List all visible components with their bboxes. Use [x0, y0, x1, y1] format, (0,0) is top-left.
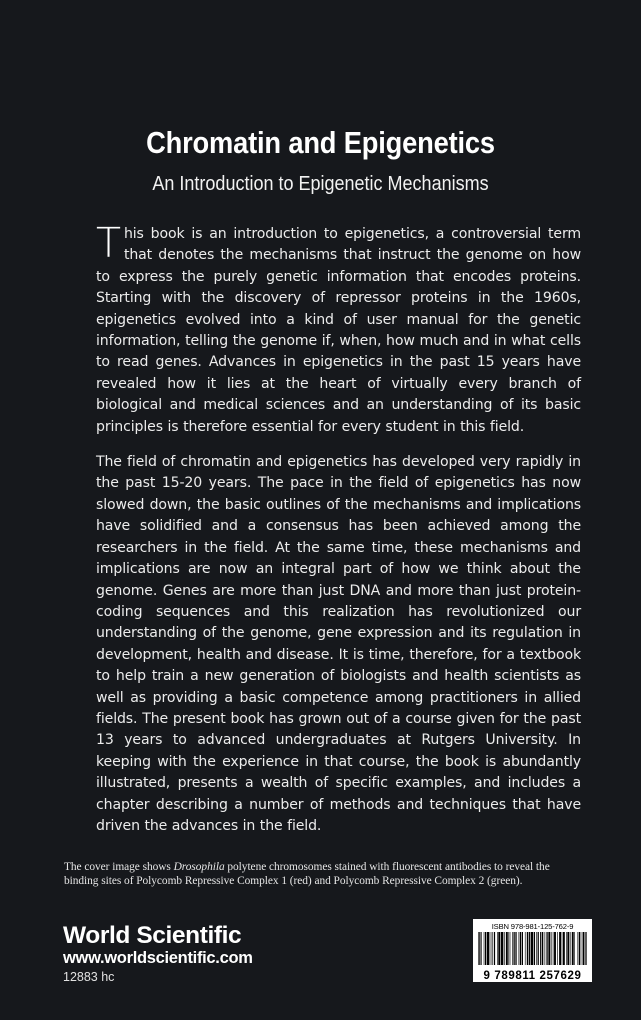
isbn-label: ISBN 978-981-125-762-9	[491, 922, 574, 931]
caption-part-1: The cover image shows	[64, 861, 174, 873]
publisher-name: World Scientific	[63, 922, 242, 949]
blurb-text-block	[96, 219, 581, 837]
isbn-barcode	[473, 919, 592, 982]
barcode-digits: 9 789811 257629	[483, 970, 582, 982]
blurb-paragraph-2: The field of chromatin and epigenetics has developed very rapidly in the past 15-20 years. The pace in the field of epigenetics has now slowed down, the basic outlines of the mechanisms and implications have solidified and a consensus has been achieved among the researchers in the field. At the same time, these mechanisms and implications are now an integral part of how we think about the genome. Genes are more than just DNA and more than just protein-coding sequences and this realization has revolutionized our understanding of the genome, gene expression and its regulation in development, health and disease. It is time, therefore, for a textbook to help train a new generation of biologists and health scientists as well as providing a basic competence among practitioners in allied fields. The present book has grown out of a course given for the past 13 years to advanced undergraduates at Rutgers University. In keeping with the experience in that course, the book is abundantly illustrated, presents a wealth of specific examples, and includes a chapter describing a number of methods and techniques that have driven the advances in the field.	[96, 454, 581, 834]
barcode-bars-icon	[478, 932, 587, 965]
title-block	[0, 126, 641, 196]
cover-image-caption	[64, 861, 580, 888]
caption-part-2: polytene chromosomes stained with fluorescent antibodies to reveal the binding sites of Polycomb Repressive Complex 1 (red) and Polycomb Repressive Complex 2 (green).	[64, 861, 550, 887]
blurb-paragraph-1: This book is an introduction to epigenetics, a controversial term that denotes the mechanisms that instruct the genome on how to express the purely genetic information that encodes proteins. Starting with the discovery of repressor proteins in the 1960s, epigenetics evolved into a kind of user manual for the genetic information, telling the genome if, when, how much and in what cells to read genes. Advances in epigenetics in the past 15 years have revealed how it lies at the heart of virtually every branch of biological and medical sciences and an understanding of its basic principles is therefore essential for every student in this field.	[96, 219, 581, 435]
publisher-item-code: 12883 hc	[63, 970, 115, 984]
publisher-website-link[interactable]: www.worldscientific.com	[63, 949, 253, 967]
caption-organism-italic: Drosophila	[173, 861, 225, 873]
page-subtitle: An Introduction to Epigenetic Mechanisms	[152, 173, 489, 195]
page-title: Chromatin and Epigenetics	[146, 125, 495, 160]
publisher-block	[63, 923, 253, 986]
